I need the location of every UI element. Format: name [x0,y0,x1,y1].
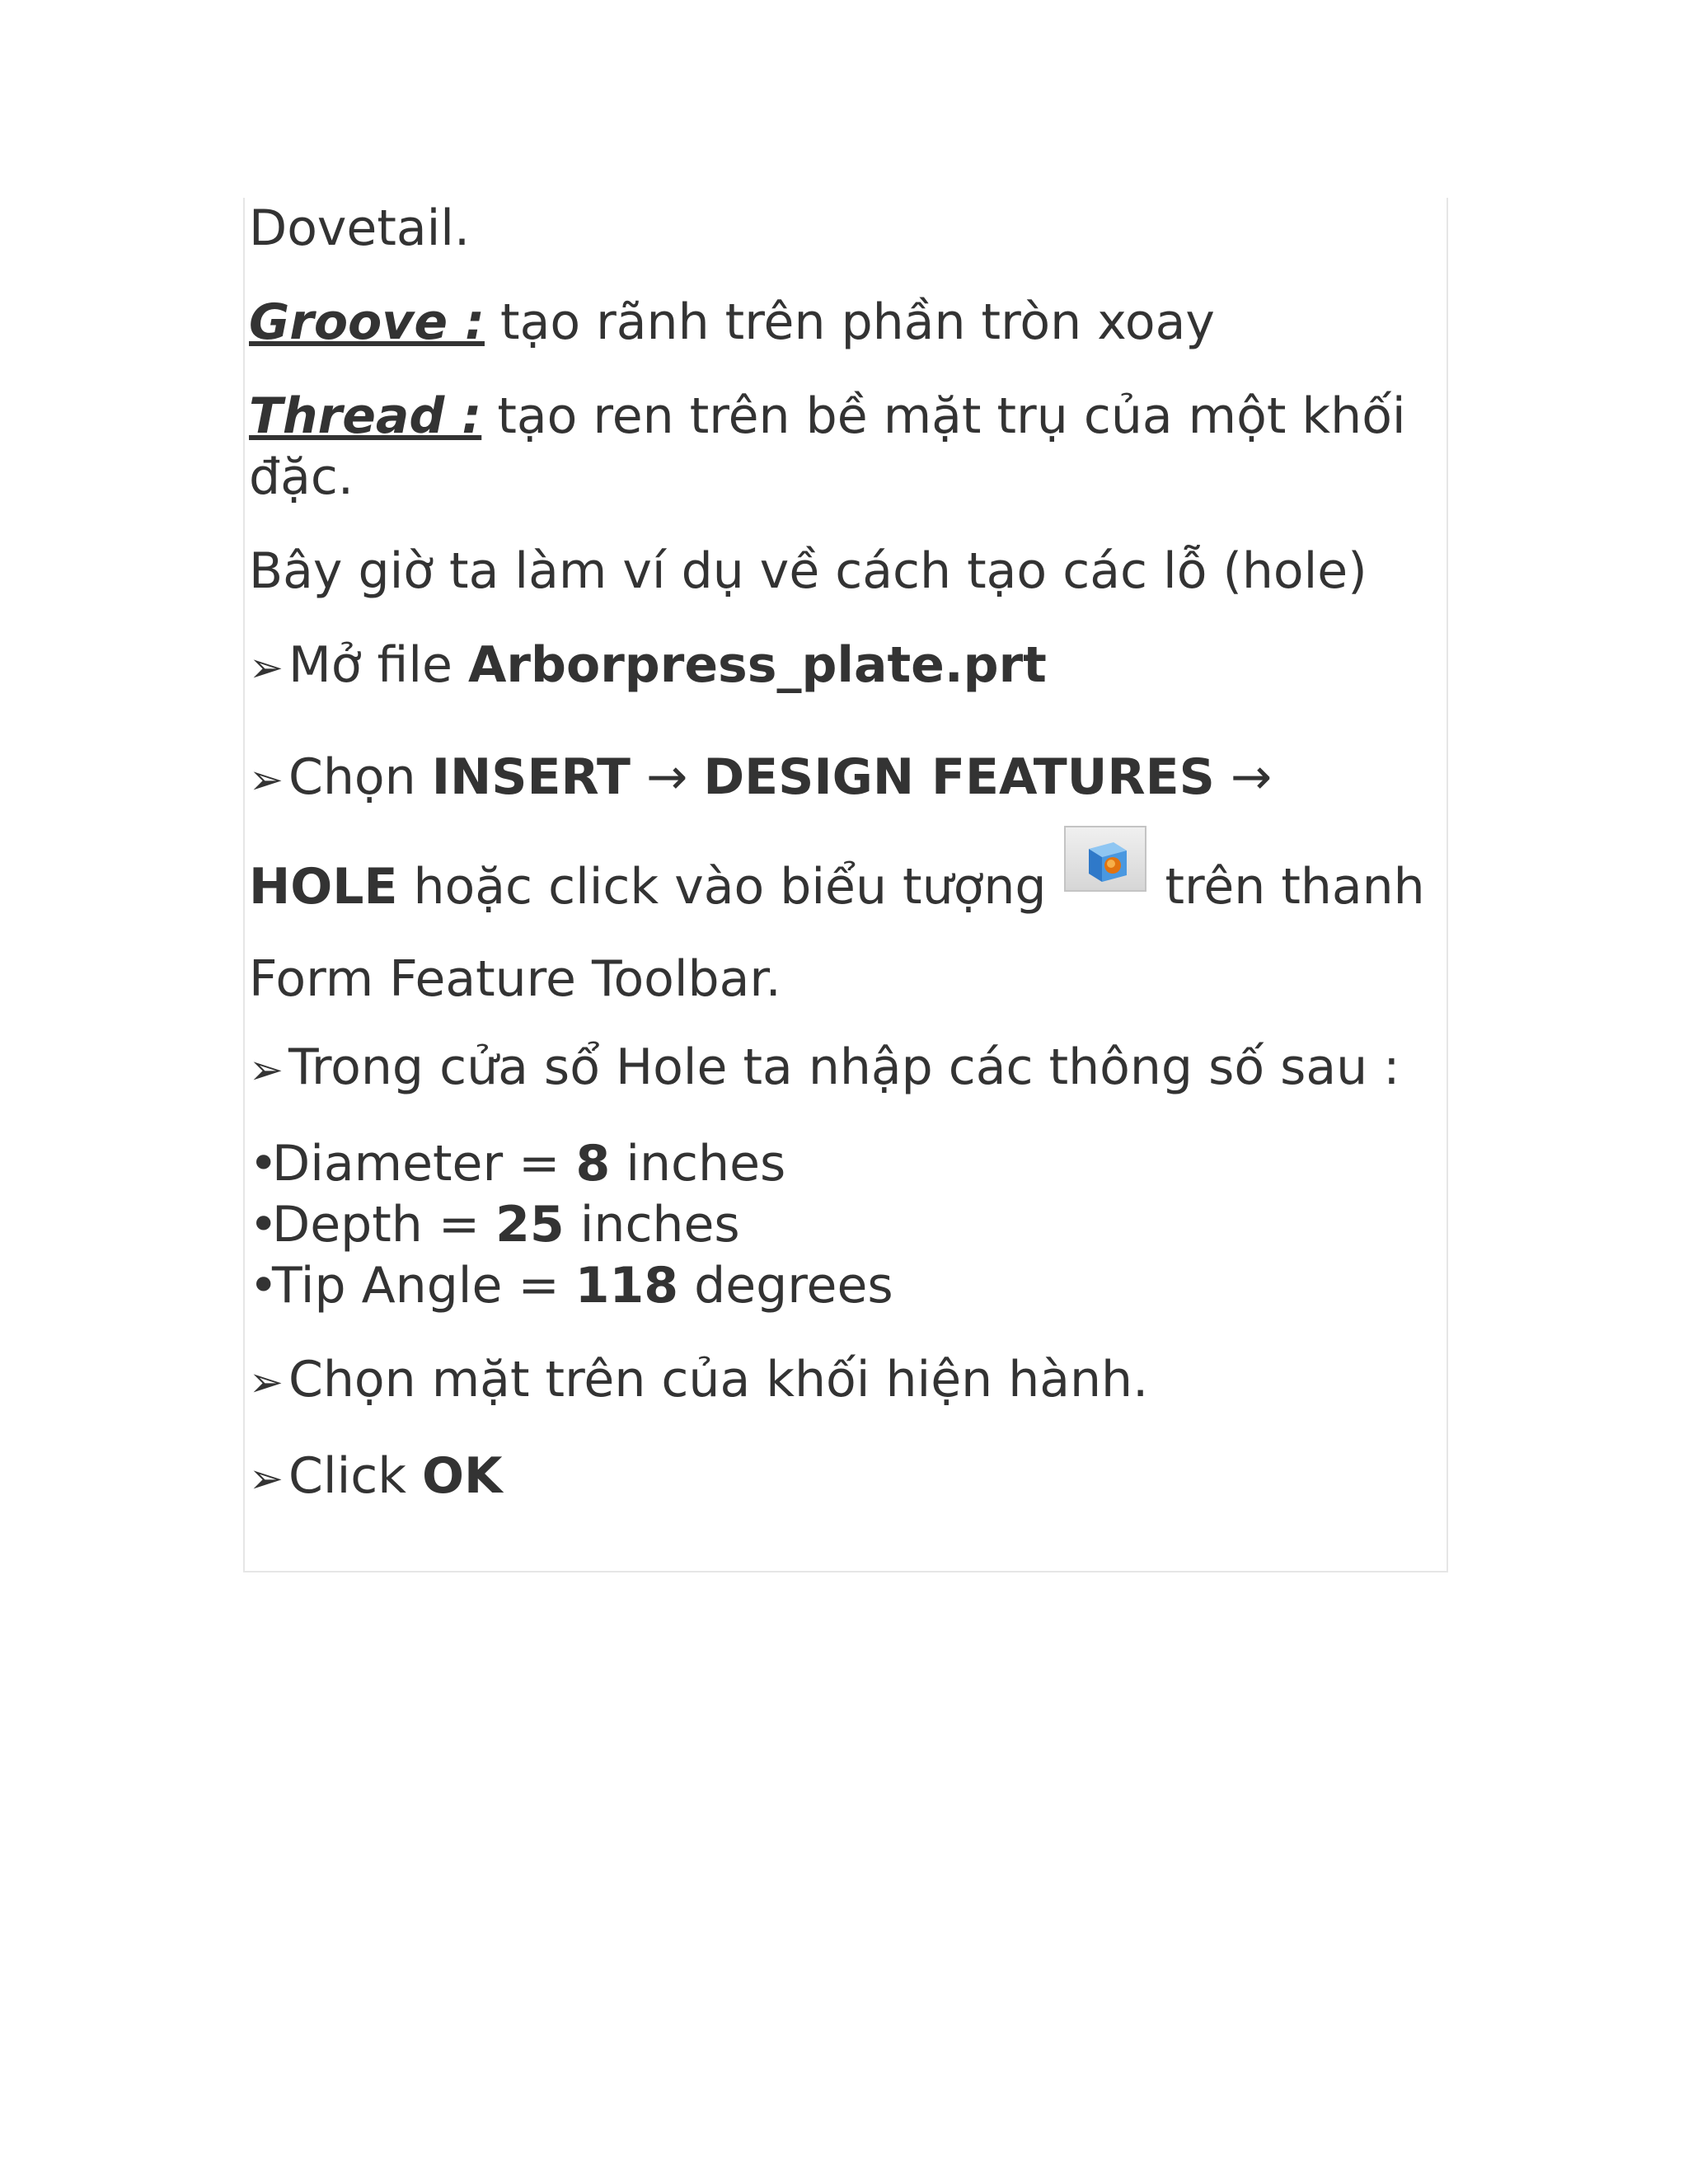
groove-definition [249,292,1452,353]
step-enter-text: Trong cửa sổ Hole ta nhập các thông số sau : [288,1038,1400,1096]
step-choose-middle: hoặc click vào biểu tượng [397,858,1047,916]
intro-line: Dovetail. [249,199,471,257]
parameter-list [249,1133,1452,1316]
step-select-text: Chọn mặt trên của khối hiện hành. [288,1351,1149,1408]
param-value: 118 [574,1257,679,1315]
menu-hole: HOLE [249,858,398,916]
arrow-bullet-icon: ➢ [249,1046,284,1094]
arrow-bullet-icon: ➢ [249,756,284,804]
menu-separator: → [630,748,704,806]
param-diameter [249,1133,1452,1194]
param-value: 25 [495,1196,565,1254]
step-click-text: Click [288,1447,423,1505]
menu-insert: INSERT [431,748,631,806]
menu-separator: → [1214,748,1273,806]
step-click-ok [249,1446,1452,1509]
step-enter-params [249,1037,1452,1100]
arrow-bullet-icon: ➢ [249,1455,284,1502]
param-unit: degrees [678,1257,893,1315]
param-tip-angle [249,1255,1452,1316]
param-label: Tip Angle = [272,1257,575,1315]
param-label: Depth = [272,1196,496,1254]
bullet-icon: • [249,1135,279,1193]
step-open-text: Mở file [288,636,468,694]
document-body [249,198,1452,1542]
step-select-face [249,1349,1452,1413]
bullet-icon: • [249,1196,279,1254]
param-unit: inches [610,1135,786,1193]
bullet-icon: • [249,1257,279,1315]
step-choose-menu [249,731,1452,1025]
param-value: 8 [575,1135,611,1193]
arrow-bullet-icon: ➢ [249,1358,284,1406]
step-open-file [249,635,1452,698]
groove-text: tạo rãnh trên phần tròn xoay [484,293,1215,351]
param-unit: inches [564,1196,740,1254]
step-choose-prefix: Chọn [288,748,432,806]
menu-design-features: DESIGN FEATURES [703,748,1215,806]
file-name: Arborpress_plate.prt [468,636,1047,694]
thread-definition [249,386,1452,508]
groove-term: Groove : [249,293,485,351]
thread-text: tạo ren trên bề mặt trụ của một khối đặc. [249,387,1406,506]
thread-term: Thread : [249,387,482,445]
step-choose-suffix: trên thanh Form Feature Toolbar. [249,858,1425,1008]
param-depth [249,1194,1452,1255]
param-label: Diameter = [272,1135,576,1193]
hole-tool-icon [1064,826,1146,892]
arrow-bullet-icon: ➢ [249,644,284,691]
example-intro: Bây giờ ta làm ví dụ về cách tạo các lỗ (hole) [249,542,1367,600]
ok-label: OK [422,1447,503,1505]
